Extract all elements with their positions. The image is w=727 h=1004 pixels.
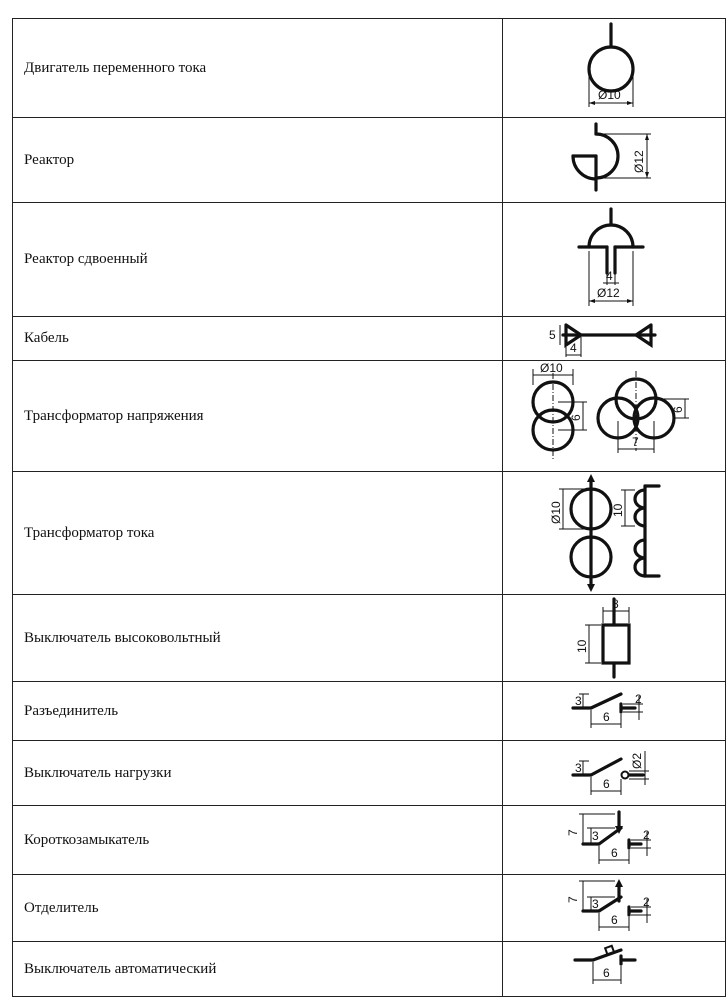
dim-label: 3 [575, 761, 582, 775]
dim-label: 6 [569, 414, 583, 421]
row-name: Кабель [13, 317, 503, 361]
dim-label: 6 [611, 846, 618, 860]
dim-label: 6 [671, 406, 685, 413]
dim-label: 2 [643, 895, 650, 909]
symbols-table [12, 18, 726, 997]
dim-label: 8 [612, 597, 619, 611]
row-name: Отделитель [13, 875, 503, 942]
dim-label: 7 [632, 435, 639, 449]
table-row [13, 118, 726, 203]
table-row [13, 741, 726, 806]
table-row [13, 203, 726, 317]
row-name: Выключатель автоматический [13, 942, 503, 997]
table-row [13, 317, 726, 361]
row-name: Реактор [13, 118, 503, 203]
dim-label: 7 [566, 896, 580, 903]
dim-label: 6 [603, 777, 610, 791]
dim-label: 6 [603, 966, 610, 980]
dim-label: Ø2 [630, 752, 644, 769]
dim-label: 6 [603, 710, 610, 724]
voltage-transformer-symbol [503, 361, 726, 472]
separator-symbol [503, 875, 726, 942]
reactor-symbol [503, 118, 726, 203]
dim-label: 10 [575, 639, 589, 653]
current-transformer-symbol [503, 472, 726, 595]
dim-label: Ø12 [597, 286, 620, 300]
dim-label: 3 [575, 694, 582, 708]
row-name: Разъединитель [13, 682, 503, 741]
dim-label: 5 [549, 328, 556, 342]
dim-label: Ø12 [632, 150, 646, 173]
dim-label: 3 [592, 897, 599, 911]
row-name: Реактор сдвоенный [13, 203, 503, 317]
dim-label: 3 [592, 829, 599, 843]
dim-label: 2 [635, 692, 642, 706]
table-row [13, 942, 726, 997]
dim-label: 7 [566, 829, 580, 836]
dim-label: 10 [611, 503, 625, 517]
circuit-breaker-symbol [503, 942, 726, 997]
row-name: Выключатель высоковольтный [13, 595, 503, 682]
table-row [13, 682, 726, 741]
table-row [13, 875, 726, 942]
row-name: Трансформатор напряжения [13, 361, 503, 472]
table-row [13, 19, 726, 118]
dim-label: Ø10 [540, 361, 563, 375]
load-switch-symbol [503, 741, 726, 806]
dim-label: Ø10 [549, 501, 563, 524]
hv-breaker-symbol [503, 595, 726, 682]
symbols-table-sheet [12, 18, 714, 990]
row-name: Короткозамыкатель [13, 806, 503, 875]
row-name: Трансформатор тока [13, 472, 503, 595]
dim-label: Ø10 [598, 88, 621, 102]
table-row [13, 361, 726, 472]
table-row [13, 595, 726, 682]
dim-label: 4 [570, 341, 577, 355]
row-name: Двигатель переменного тока [13, 19, 503, 118]
dim-label: 6 [611, 913, 618, 927]
double-reactor-symbol [503, 203, 726, 317]
table-row [13, 472, 726, 595]
table-row [13, 806, 726, 875]
short-circuiter-symbol [503, 806, 726, 875]
ac-motor-symbol [503, 19, 726, 118]
row-name: Выключатель нагрузки [13, 741, 503, 806]
cable-symbol [503, 317, 726, 361]
dim-label: 2 [643, 828, 650, 842]
dim-label: 4 [606, 269, 613, 283]
disconnector-symbol [503, 682, 726, 741]
